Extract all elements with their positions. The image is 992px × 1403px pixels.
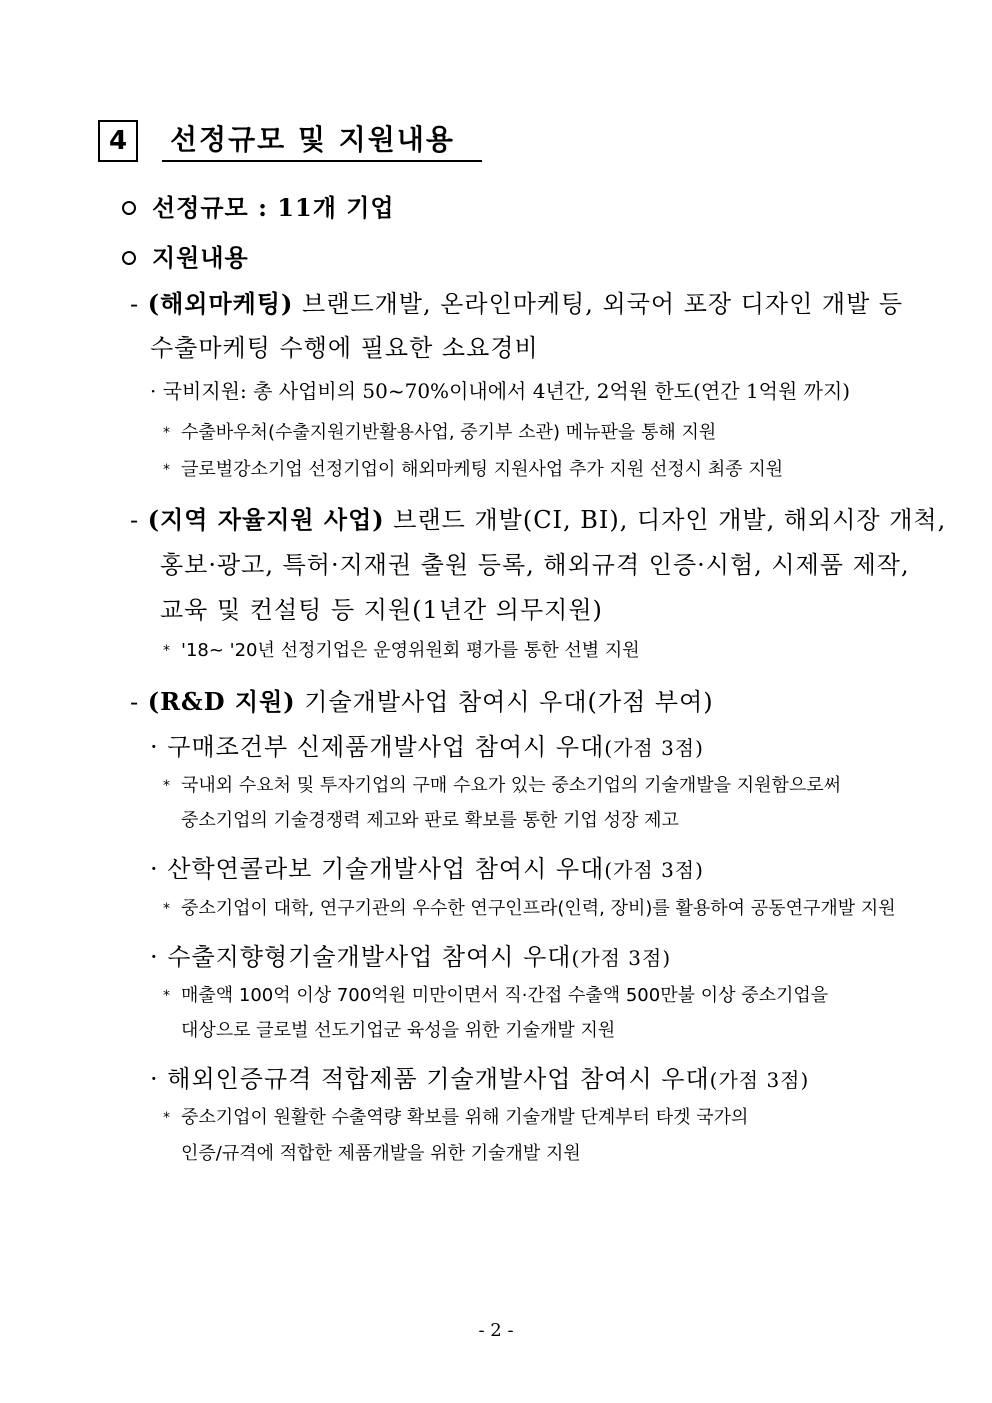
rnd-item-3-note: * 매출액 100억 이상 700억원 미만이면서 직·간접 수출액 500만불 이상 중소기업을 <box>163 985 829 1006</box>
section-number-box: 4 <box>98 120 138 162</box>
rnd-item-2-note: * 중소기업이 대학, 연구기관의 우수한 연구인프라(인력, 장비)를 활용하여 공동연구개발 지원 <box>163 898 896 919</box>
scale-label: 선정규모 : 11개 기업 <box>152 193 395 222</box>
asterisk-icon: * <box>163 425 170 441</box>
circle-bullet-icon <box>122 201 136 215</box>
rnd-item-4-note-cont: 인증/규격에 적합한 제품개발을 위한 기술개발 지원 <box>181 1143 581 1164</box>
regional-line-2: 홍보·광고, 특허·지재권 출원 등록, 해외규격 인증·시험, 시제품 제작, <box>160 551 910 579</box>
overseas-note-2: * 글로벌강소기업 선정기업이 해외마케팅 지원사업 추가 지원 선정시 최종 지원 <box>163 459 784 480</box>
asterisk-icon: * <box>163 778 170 794</box>
asterisk-icon: * <box>163 901 170 917</box>
rnd-item-3: · 수출지향형기술개발사업 참여시 우대(가점 3점) <box>150 943 672 971</box>
section-header <box>98 120 488 168</box>
asterisk-icon: * <box>163 643 170 659</box>
regional-title: (지역 자율지원 사업) <box>147 505 385 534</box>
content-heading: 지원내용 <box>152 243 249 272</box>
rnd-item-1-note: * 국내외 수요처 및 투자기업의 구매 수요가 있는 중소기업의 기술개발을 지원함으로써 <box>163 775 842 796</box>
asterisk-icon: * <box>163 1110 170 1126</box>
rnd-item-4: · 해외인증규격 적합제품 기술개발사업 참여시 우대(가점 3점) <box>150 1065 810 1093</box>
asterisk-icon: * <box>163 988 170 1004</box>
overseas-line-2: 수출마케팅 수행에 필요한 소요경비 <box>150 334 539 362</box>
overseas-text-1: 브랜드개발, 온라인마케팅, 외국어 포장 디자인 개발 등 <box>293 290 904 318</box>
scale-item <box>122 188 395 223</box>
page-number: - 2 - <box>478 1320 514 1341</box>
rnd-item-1-note-cont: 중소기업의 기술경쟁력 제고와 판로 확보를 통한 기업 성장 제고 <box>181 810 679 831</box>
content-item <box>122 238 249 273</box>
dash-marker: - <box>130 688 148 716</box>
overseas-funding: · 국비지원: 총 사업비의 50~70%이내에서 4년간, 2억원 한도(연간 1억원 까지) <box>150 379 851 403</box>
rnd-text-1: 기술개발사업 참여시 우대(가점 부여) <box>295 688 714 716</box>
rnd-line-1 <box>130 682 714 717</box>
rnd-item-2: · 산학연콜라보 기술개발사업 참여시 우대(가점 3점) <box>150 855 704 883</box>
overseas-note-1: * 수출바우처(수출지원기반활용사업, 중기부 소관) 메뉴판을 통해 지원 <box>163 422 717 443</box>
regional-line-3: 교육 및 컨설팅 등 지원(1년간 의무지원) <box>160 596 603 624</box>
regional-note: * '18~ '20년 선정기업은 운영위원회 평가를 통한 선별 지원 <box>163 640 640 661</box>
asterisk-icon: * <box>163 462 170 478</box>
rnd-item-1: · 구매조건부 신제품개발사업 참여시 우대(가점 3점) <box>150 733 704 761</box>
dash-marker: - <box>130 506 148 534</box>
overseas-title: (해외마케팅) <box>147 289 294 318</box>
dash-marker: - <box>130 290 148 318</box>
overseas-line-1 <box>130 284 903 319</box>
section-title: 선정규모 및 지원내용 <box>162 120 482 162</box>
circle-bullet-icon <box>122 251 136 265</box>
rnd-title: (R&D 지원) <box>147 687 296 716</box>
regional-text-1: 브랜드 개발(CI, BI), 디자인 개발, 해외시장 개척, <box>384 506 947 534</box>
rnd-item-4-note: * 중소기업이 원활한 수출역량 확보를 위해 기술개발 단계부터 타겟 국가의 <box>163 1107 749 1128</box>
regional-line-1 <box>130 500 946 535</box>
rnd-item-3-note-cont: 대상으로 글로벌 선도기업군 육성을 위한 기술개발 지원 <box>181 1020 616 1041</box>
